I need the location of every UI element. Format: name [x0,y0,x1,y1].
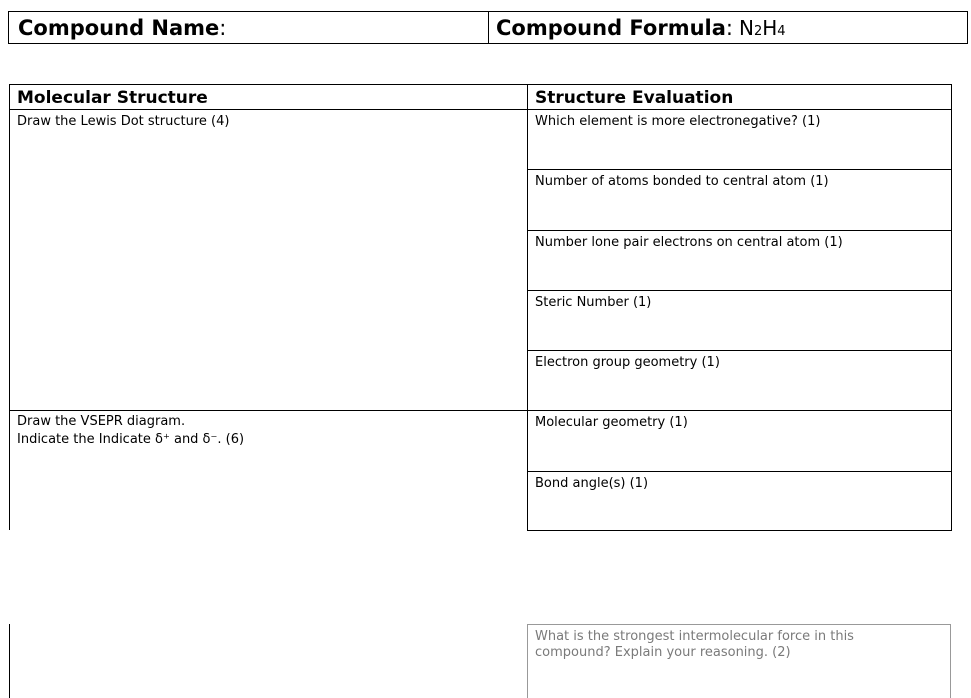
steric-number-prompt: Steric Number (1) [535,295,652,310]
row-divider-2 [527,230,952,231]
formula-n: N [738,15,754,40]
compound-name-label: Compound Name [18,15,220,40]
bond-angles-prompt: Bond angle(s) (1) [535,476,649,491]
formula-n-sub: 2 [753,23,763,39]
row-divider-5 [9,410,952,411]
vsepr-answer-area[interactable] [10,450,526,528]
compound-name-colon: : [219,15,227,40]
intermolecular-force-prompt-line1: What is the strongest intermolecular force in this [535,629,854,644]
intermolecular-force-prompt-line2: compound? Explain your reasoning. (2) [535,645,791,660]
lower-box-left-border [527,624,528,698]
lower-box-right-border [950,624,951,698]
table-top-border [9,84,952,85]
molecular-geometry-prompt: Molecular geometry (1) [535,415,688,430]
vsepr-prompt-line1: Draw the VSEPR diagram. [17,414,186,429]
table-column-divider [527,84,528,531]
compound-formula-colon: : [725,15,733,40]
table-right-border [951,84,952,531]
electron-geometry-prompt: Electron group geometry (1) [535,355,720,370]
compound-formula-value [739,16,786,40]
table-bottom-border-right [527,530,952,531]
row-divider-4 [527,350,952,351]
row-divider-6 [527,471,952,472]
compound-formula-label: Compound Formula [496,15,726,40]
lewis-dot-answer-area[interactable] [10,131,526,409]
row-divider-1 [527,169,952,170]
lone-pairs-prompt: Number lone pair electrons on central atom (1) [535,235,843,250]
compound-name-cell[interactable] [9,12,489,43]
lower-box-top-border [527,624,951,625]
molecular-structure-heading: Molecular Structure [17,88,208,108]
row-divider-3 [527,290,952,291]
compound-header [8,11,968,44]
compound-formula-cell [489,12,967,43]
structure-evaluation-heading: Structure Evaluation [535,88,734,108]
formula-h-sub: 4 [777,23,786,39]
bonded-atoms-prompt: Number of atoms bonded to central atom (1) [535,174,829,189]
table-header-divider [9,109,952,110]
lewis-dot-prompt: Draw the Lewis Dot structure (4) [17,114,230,129]
formula-h: H [762,15,778,40]
vsepr-prompt-line2: Indicate the Indicate δ⁺ and δ⁻. (6) [17,432,245,447]
lower-left-border [9,624,10,698]
electronegativity-prompt: Which element is more electronegative? (1) [535,114,821,129]
